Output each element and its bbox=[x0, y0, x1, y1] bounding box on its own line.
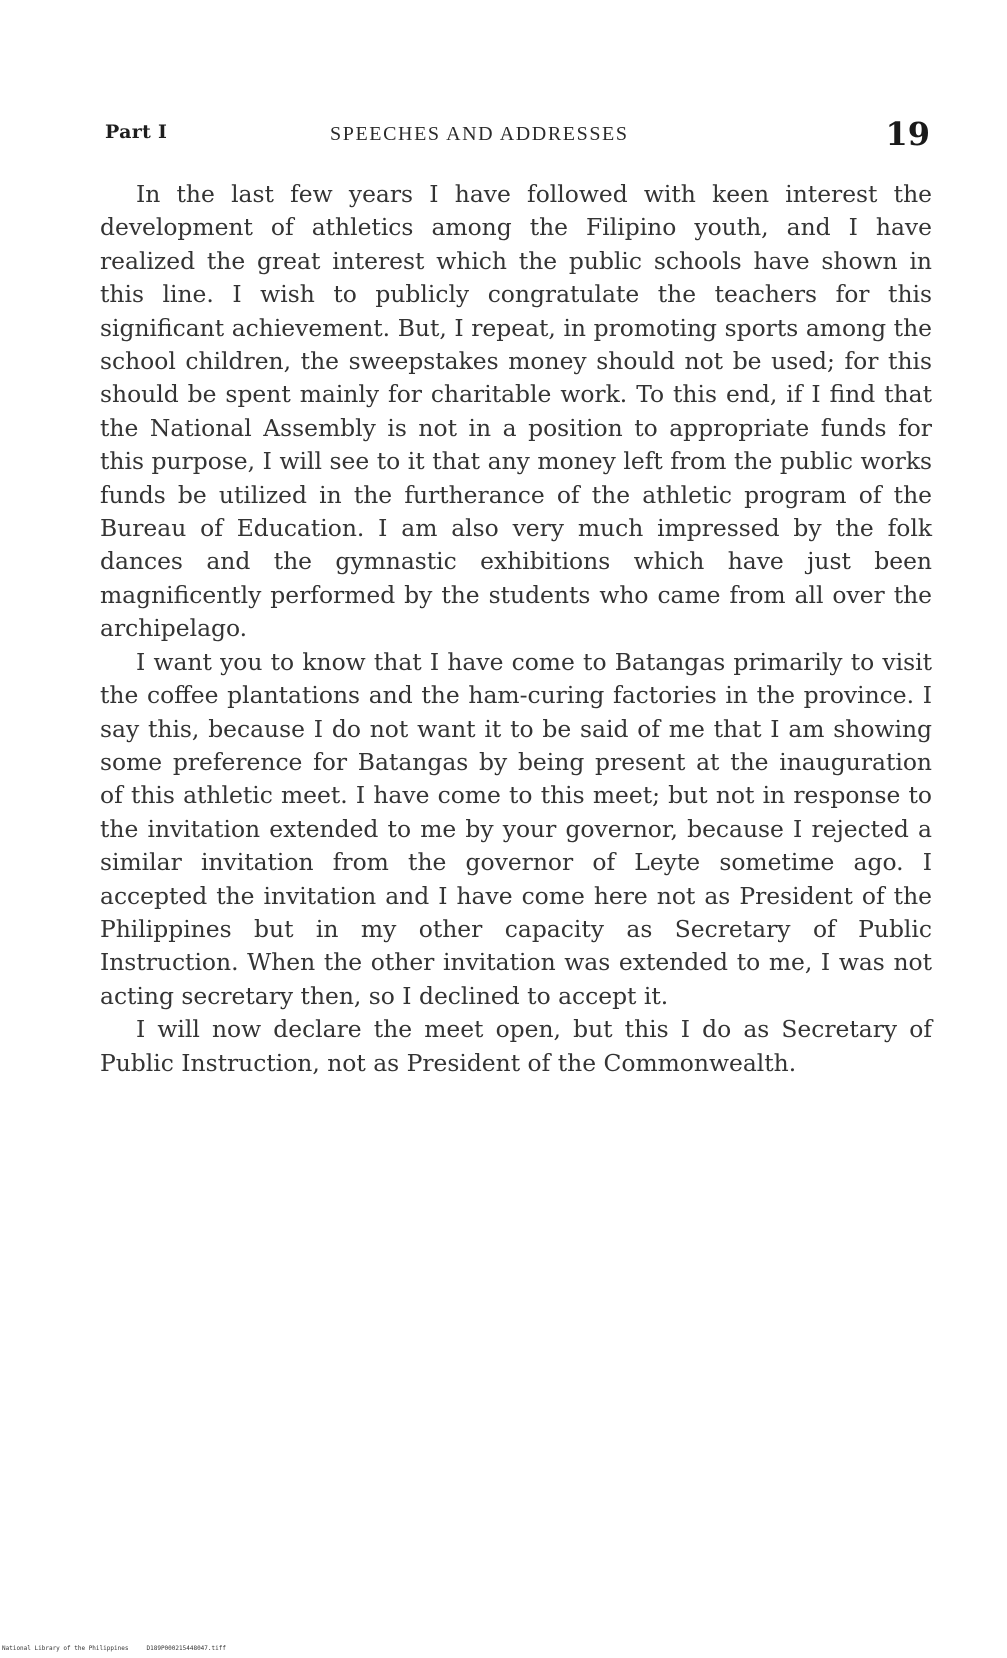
body-text bbox=[100, 178, 932, 1080]
scan-source-note: National Library of the Philippines D189P000215448047.tiff bbox=[2, 1645, 226, 1652]
page-number: 19 bbox=[885, 115, 930, 153]
running-title: SPEECHES AND ADDRESSES bbox=[330, 123, 629, 145]
paragraph: In the last few years I have followed with keen interest the development of athletics among the Filipino youth, and I have realized the great interest which the public schools have shown in this line. I wish to publicly congratulate the teachers for this significant achievement. But, I repeat, in promoting sports among the school children, the sweepstakes money should not be used; for this should be spent mainly for charitable work. To this end, if I find that the National Assembly is not in a position to appropriate funds for this purpose, I will see to it that any money left from the public works funds be utilized in the furtherance of the athletic program of the Bureau of Education. I am also very much impressed by the folk dances and the gymnastic exhibitions which have just been magnificently performed by the students who came from all over the archipelago. bbox=[100, 180, 932, 643]
running-header bbox=[100, 115, 932, 168]
paragraph: I will now declare the meet open, but this I do as Secretary of Public Instruction, not as President of the Commonwealth. bbox=[100, 1015, 932, 1077]
part-label: Part I bbox=[105, 121, 168, 143]
paragraph: I want you to know that I have come to Batangas primarily to visit the coffee plantations and the ham-curing factories in the province. I say this, because I do not want it to be said of me that I am showing some preference for Batangas by being present at the inauguration of this athletic meet. I have come to this meet; but not in response to the invitation extended to me by your governor, because I rejected a similar invitation from the governor of Leyte sometime ago. I accepted the invitation and I have come here not as President of the Philippines but in my other capacity as Secretary of Public Instruction. When the other invitation was extended to me, I was not acting secretary then, so I declined to accept it. bbox=[100, 647, 932, 1010]
